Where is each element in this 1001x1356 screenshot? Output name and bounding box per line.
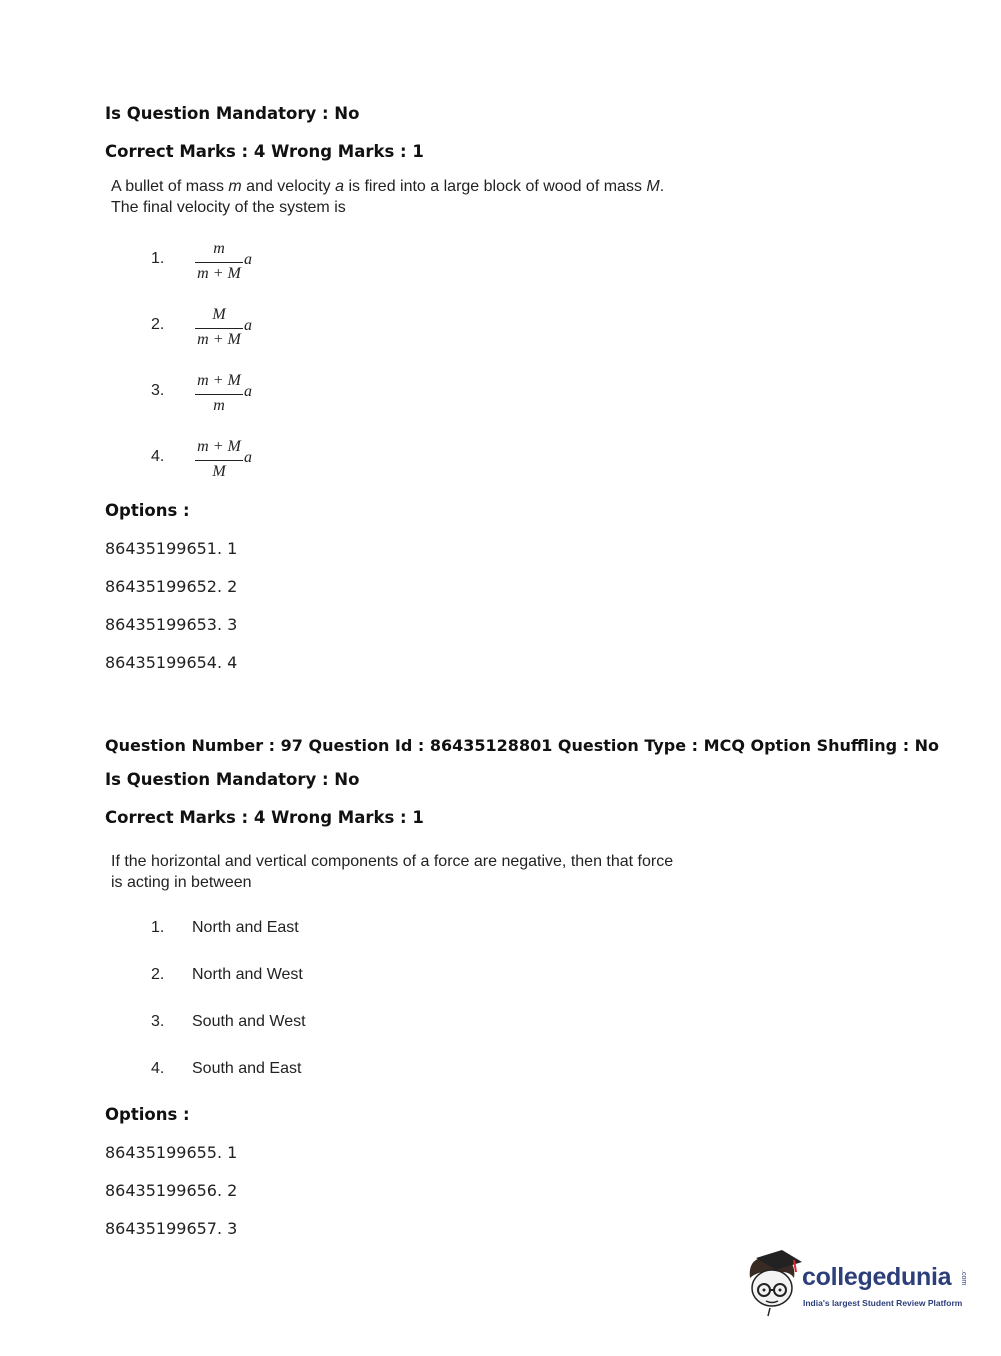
- denominator: m + M: [197, 265, 241, 282]
- q2-stem: [111, 851, 673, 893]
- q1-option-id-4: 86435199654. 4: [105, 653, 238, 672]
- multiplier: a: [244, 383, 252, 400]
- q1-choice-2-number: 2.: [151, 316, 165, 333]
- q1-choice-4-number: 4.: [151, 448, 165, 465]
- q1-choice-3-number: 3.: [151, 382, 165, 399]
- q1-stem-line2: The final velocity of the system is: [111, 199, 346, 216]
- logo-dotcom: .com: [960, 1270, 967, 1286]
- numerator: m + M: [197, 372, 241, 389]
- q1-marks: Correct Marks : 4 Wrong Marks : 1: [105, 142, 424, 161]
- q2-stem-line2: is acting in between: [111, 874, 252, 891]
- q1-stem-line1: A bullet of mass m and velocity a is fired into a large block of wood of mass M.: [111, 178, 665, 195]
- mascot-icon: [742, 1248, 804, 1318]
- q2-choice-4-number: 4.: [151, 1060, 165, 1077]
- logo-wordmark: collegedunia: [802, 1263, 952, 1291]
- q2-option-id-2: 86435199656. 2: [105, 1181, 238, 1200]
- q2-options-label: Options :: [105, 1105, 190, 1124]
- denominator: M: [212, 463, 226, 480]
- fraction-bar: [195, 328, 243, 329]
- q2-header: Question Number : 97 Question Id : 86435128801 Question Type : MCQ Option Shuffling : No: [105, 736, 940, 755]
- q1-option-id-3: 86435199653. 3: [105, 615, 238, 634]
- q2-option-id-1: 86435199655. 1: [105, 1143, 238, 1162]
- fraction-bar: [195, 394, 243, 395]
- fraction-bar: [195, 460, 243, 461]
- q2-choice-3-number: 3.: [151, 1013, 165, 1030]
- q2-choice-3-text: South and West: [192, 1013, 306, 1030]
- q2-choice-4-text: South and East: [192, 1060, 302, 1077]
- collegedunia-logo: [742, 1248, 972, 1318]
- q2-choice-1-number: 1.: [151, 919, 165, 936]
- denominator: m: [213, 397, 225, 414]
- multiplier: a: [244, 449, 252, 466]
- logo-tagline: India's largest Student Review Platform: [803, 1298, 963, 1308]
- q1-stem: [111, 176, 664, 218]
- q2-choice-1-text: North and East: [192, 919, 299, 936]
- q2-stem-line1: If the horizontal and vertical components of a force are negative, then that force: [111, 853, 674, 870]
- q1-option-id-2: 86435199652. 2: [105, 577, 238, 596]
- numerator: M: [212, 306, 226, 323]
- q2-mandatory: Is Question Mandatory : No: [105, 770, 360, 789]
- multiplier: a: [244, 317, 252, 334]
- q1-choice-1-number: 1.: [151, 250, 165, 267]
- q2-choice-2-number: 2.: [151, 966, 165, 983]
- fraction-bar: [195, 262, 243, 263]
- denominator: m + M: [197, 331, 241, 348]
- multiplier: a: [244, 251, 252, 268]
- q1-mandatory: Is Question Mandatory : No: [105, 104, 360, 123]
- numerator: m + M: [197, 438, 241, 455]
- q2-choice-2-text: North and West: [192, 966, 303, 983]
- numerator: m: [213, 240, 225, 257]
- q1-options-label: Options :: [105, 501, 190, 520]
- q2-option-id-3: 86435199657. 3: [105, 1219, 238, 1238]
- q2-marks: Correct Marks : 4 Wrong Marks : 1: [105, 808, 424, 827]
- q1-option-id-1: 86435199651. 1: [105, 539, 238, 558]
